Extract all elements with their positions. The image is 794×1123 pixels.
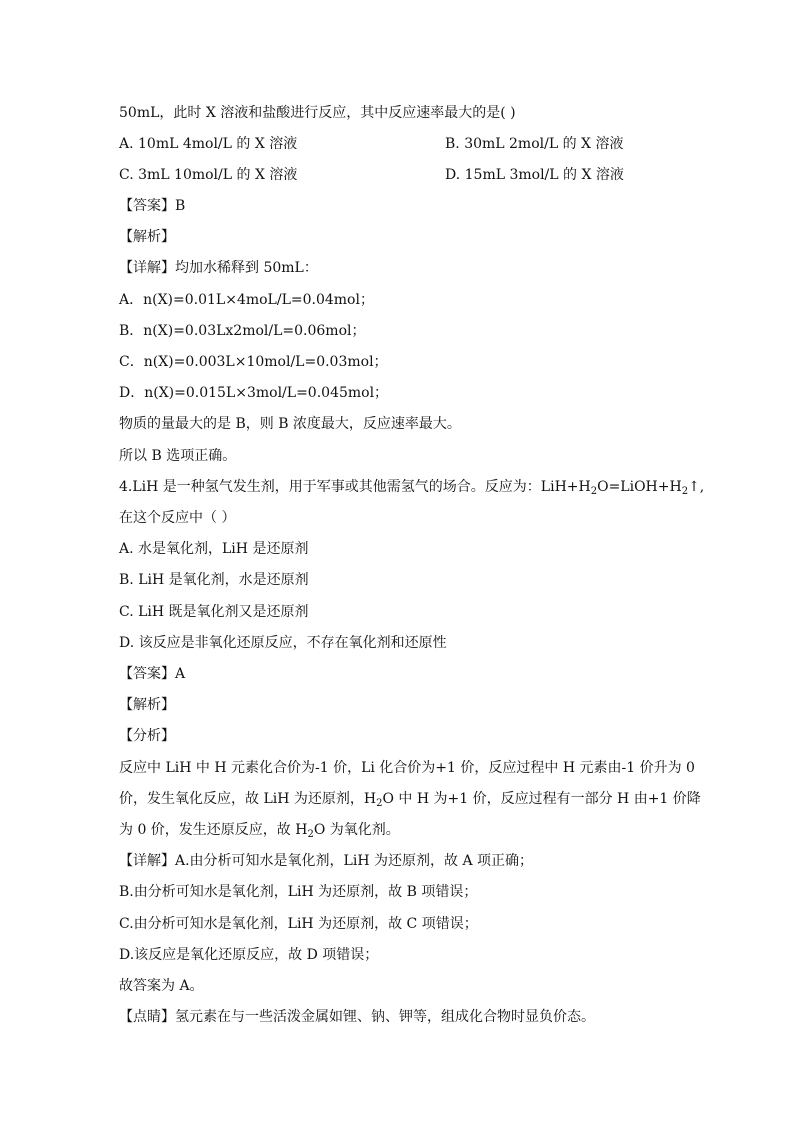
q4-fenxi-line2-sub: 2 bbox=[376, 798, 383, 809]
q4-stem-sub1: 2 bbox=[590, 486, 598, 497]
q4-fenxi-line2-b: O 中 H 为+1 价，反应过程有一部分 H 由+1 价降 bbox=[382, 791, 701, 807]
q3-detail-line: C．n(X)=0.003L×10mol/L=0.03mol； bbox=[119, 354, 388, 370]
q3-correct-note: 所以 B 选项正确。 bbox=[119, 448, 237, 464]
q3-option-b: B. 30mL 2mol/L 的 X 溶液 bbox=[445, 136, 624, 152]
q3-option-d: D. 15mL 3mol/L 的 X 溶液 bbox=[445, 167, 624, 183]
q3-option-c: C. 3mL 10mol/L 的 X 溶液 bbox=[119, 167, 298, 183]
q4-stem-line1 bbox=[119, 478, 704, 496]
q4-fenxi-line3-a: 为 0 价，发生还原反应，故 H bbox=[119, 822, 308, 838]
q4-final-answer: 故答案为 A。 bbox=[119, 978, 204, 994]
q4-analysis-head: 【解析】 bbox=[119, 697, 175, 713]
q3-stem-tail: 50mL，此时 X 溶液和盐酸进行反应，其中反应速率最大的是( ) bbox=[119, 105, 516, 121]
q4-fenxi-line1: 反应中 LiH 中 H 元素化合价为-1 价，Li 化合价为+1 价，反应过程中 H 元素由-1 价升为 0 bbox=[119, 760, 695, 776]
q4-fenxi-line3-b: O 为氧化剂。 bbox=[313, 822, 400, 838]
q4-stem-line2: 在这个反应中（ ） bbox=[119, 510, 236, 526]
q4-detail-line: B.由分析可知水是氧化剂，LiH 为还原剂，故 B 项错误； bbox=[119, 884, 478, 900]
q4-dianjing-note: 【点睛】氢元素在与一些活泼金属如锂、钠、钾等，组成化合物时显负价态。 bbox=[119, 1009, 595, 1025]
q4-detail-line: D.该反应是氧化还原反应，故 D 项错误； bbox=[119, 947, 379, 963]
q4-detail-line: C.由分析可知水是氧化剂，LiH 为还原剂，故 C 项错误； bbox=[119, 916, 478, 932]
q3-answer: 【答案】B bbox=[119, 198, 186, 214]
q4-fenxi-head: 【分析】 bbox=[119, 728, 175, 744]
q4-option-a: A. 水是氧化剂，LiH 是还原剂 bbox=[119, 541, 309, 557]
q4-answer: 【答案】A bbox=[119, 666, 186, 682]
q3-option-a: A. 10mL 4mol/L 的 X 溶液 bbox=[119, 136, 298, 152]
q4-stem-part2: O=LiOH+H bbox=[597, 479, 682, 495]
q3-detail-line: A．n(X)=0.01L×4moL/L=0.04mol； bbox=[119, 292, 374, 308]
q4-fenxi-line2-a: 价，发生氧化反应，故 LiH 为还原剂，H bbox=[119, 791, 377, 807]
q3-detail-line: 【详解】均加水稀释到 50mL： bbox=[119, 260, 318, 276]
q3-detail-line: D．n(X)=0.015L×3mol/L=0.045mol； bbox=[119, 385, 389, 401]
q4-detail-line: 【详解】A.由分析可知水是氧化剂，LiH 为还原剂，故 A 项正确； bbox=[119, 853, 534, 869]
q4-stem-part3: ↑, bbox=[688, 479, 705, 495]
q3-conclusion: 物质的量最大的是 B，则 B 浓度最大，反应速率最大。 bbox=[119, 416, 461, 432]
q4-fenxi-line2 bbox=[119, 790, 701, 808]
q4-option-b: B. LiH 是氧化剂，水是还原剂 bbox=[119, 572, 309, 588]
q4-option-d: D. 该反应是非氧化还原反应，不存在氧化剂和还原性 bbox=[119, 635, 447, 651]
q4-fenxi-line3 bbox=[119, 821, 400, 839]
q3-detail-line: B．n(X)=0.03Lx2mol/L=0.06mol； bbox=[119, 323, 366, 339]
q4-fenxi-line3-sub: 2 bbox=[307, 829, 314, 840]
q3-analysis-head: 【解析】 bbox=[119, 229, 175, 245]
q4-stem-sub2: 2 bbox=[681, 486, 689, 497]
q4-stem-part1: 4.LiH 是一种氢气发生剂，用于军事或其他需氢气的场合。反应为：LiH+H bbox=[119, 479, 591, 495]
q4-option-c: C. LiH 既是氧化剂又是还原剂 bbox=[119, 604, 309, 620]
